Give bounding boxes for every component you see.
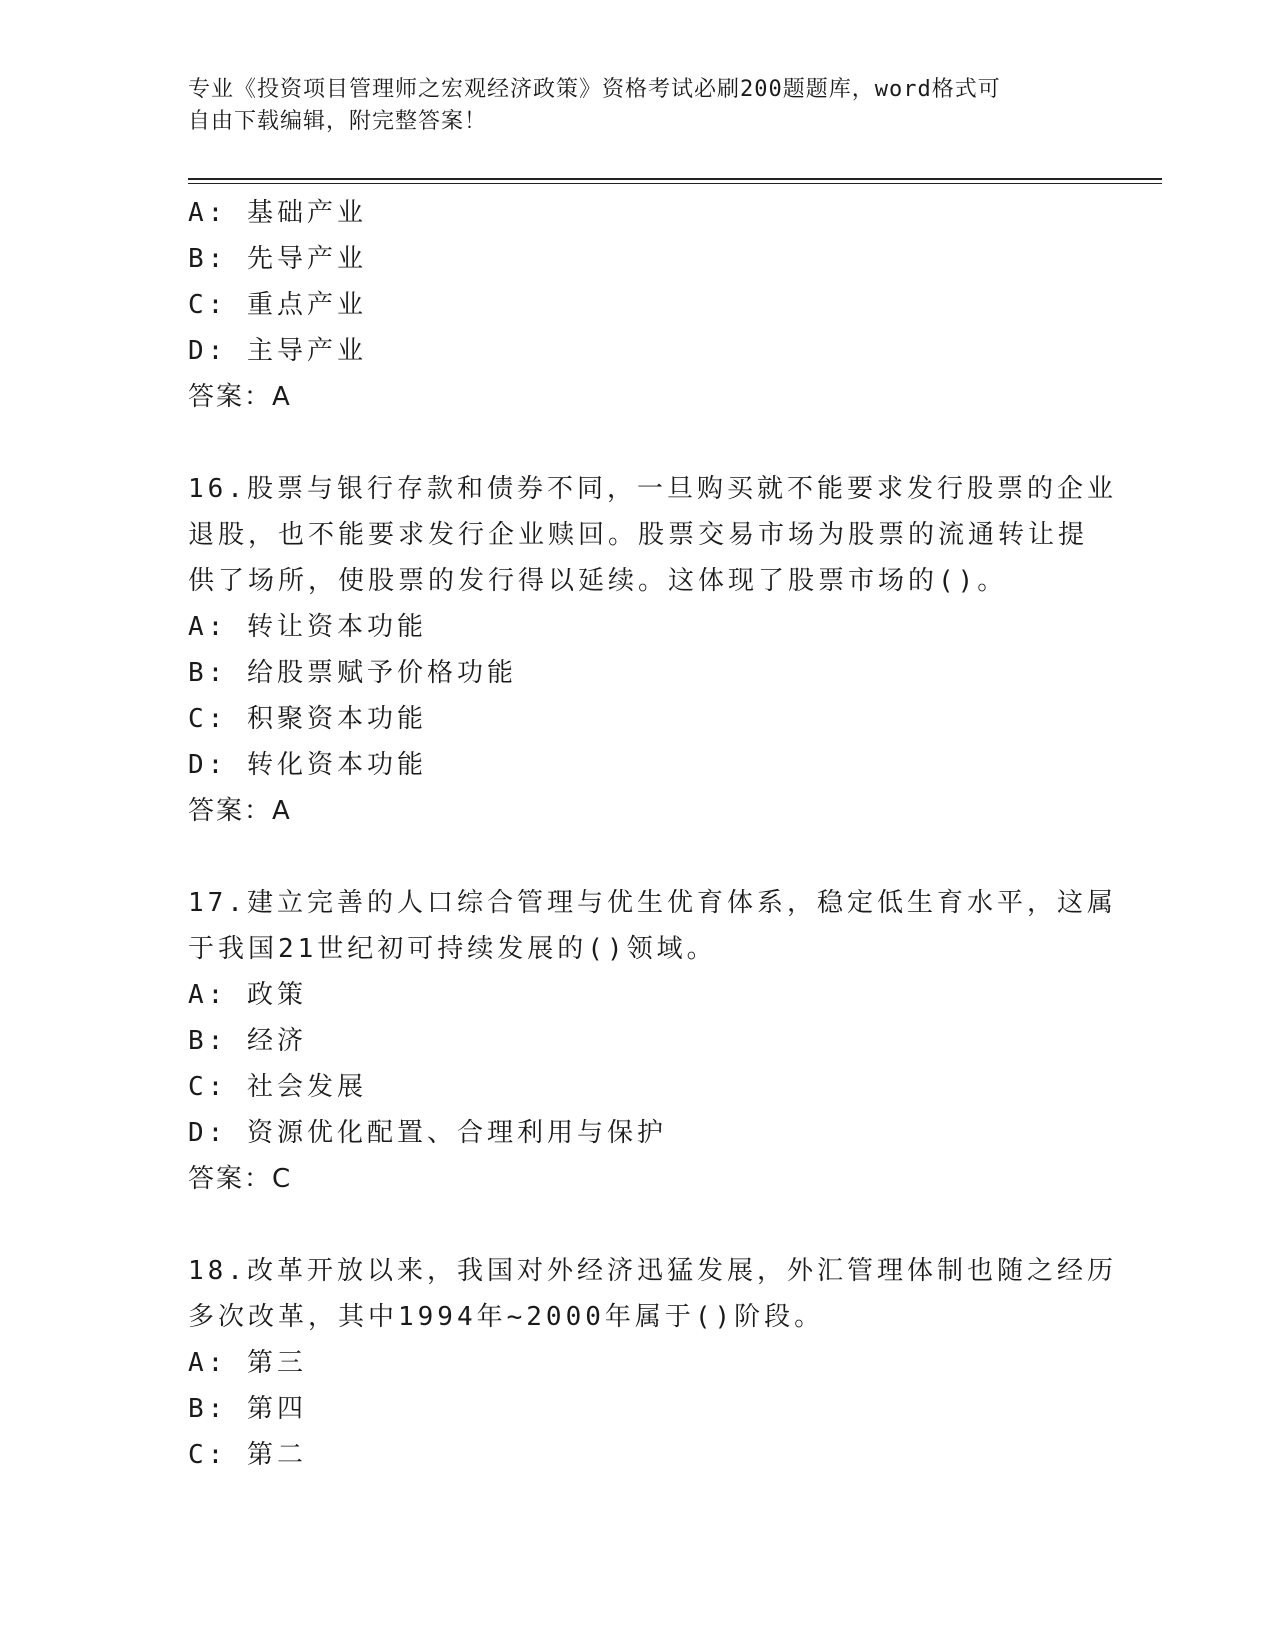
question-15 <box>188 190 1088 420</box>
spacer <box>188 834 1088 880</box>
option-c: C: 重点产业 <box>188 290 367 320</box>
question-text-line: 16.股票与银行存款和债券不同，一旦购买就不能要求发行股票的企业 <box>188 474 1117 504</box>
option-b: B: 经济 <box>188 1026 307 1056</box>
option-a: A: 政策 <box>188 980 307 1010</box>
option-c: C: 社会发展 <box>188 1072 367 1102</box>
option-a: A: 转让资本功能 <box>188 612 427 642</box>
header-divider-thin <box>188 183 1162 184</box>
question-text-line: 18.改革开放以来，我国对外经济迅猛发展，外汇管理体制也随之经历 <box>188 1256 1117 1286</box>
option-d: D: 资源优化配置、合理利用与保护 <box>188 1118 667 1148</box>
option-a: A: 基础产业 <box>188 198 367 228</box>
option-a: A: 第三 <box>188 1348 307 1378</box>
answer-line: 答案：C <box>188 1164 293 1194</box>
option-b: B: 第四 <box>188 1394 307 1424</box>
question-text-line: 退股，也不能要求发行企业赎回。股票交易市场为股票的流通转让提 <box>188 520 1089 550</box>
question-18 <box>188 1248 1117 1478</box>
option-d: D: 主导产业 <box>188 336 367 366</box>
option-b: B: 给股票赋予价格功能 <box>188 658 517 688</box>
header-line-2: 自由下载编辑，附完整答案！ <box>188 109 488 134</box>
option-b: B: 先导产业 <box>188 244 367 274</box>
spacer <box>188 420 1088 466</box>
question-text-line: 于我国21世纪初可持续发展的()领域。 <box>188 934 717 964</box>
spacer <box>188 1202 1088 1248</box>
question-text-line: 17.建立完善的人口综合管理与优生优育体系，稳定低生育水平，这属 <box>188 888 1117 918</box>
document-header <box>188 74 1088 138</box>
option-c: C: 积聚资本功能 <box>188 704 427 734</box>
question-text-line: 供了场所，使股票的发行得以延续。这体现了股票市场的()。 <box>188 566 1008 596</box>
answer-line: 答案：A <box>188 796 292 826</box>
question-text-line: 多次改革，其中1994年~2000年属于()阶段。 <box>188 1302 825 1332</box>
header-line-1: 专业《投资项目管理师之宏观经济政策》资格考试必刷200题题库，word格式可 <box>188 77 1001 102</box>
answer-line: 答案：A <box>188 382 292 412</box>
question-16 <box>188 466 1117 834</box>
question-list <box>188 190 1117 1478</box>
header-divider-thick <box>188 178 1162 180</box>
question-17 <box>188 880 1117 1202</box>
option-c: C: 第二 <box>188 1440 307 1470</box>
option-d: D: 转化资本功能 <box>188 750 427 780</box>
